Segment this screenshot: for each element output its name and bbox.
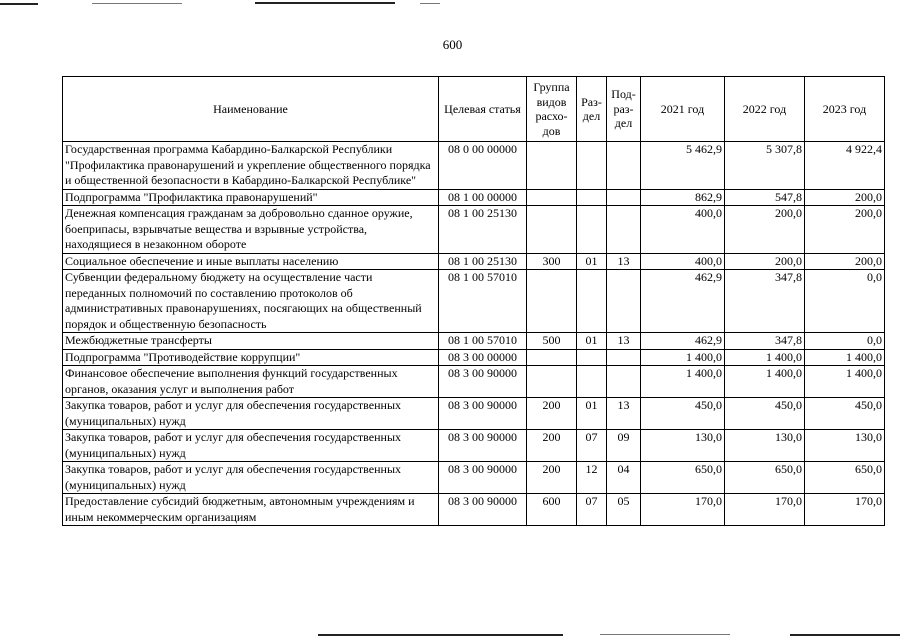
table-row	[63, 333, 885, 350]
table-row	[63, 462, 885, 494]
name-cell: Государственная программа Кабардино-Балкарской Республики "Профилактика правонарушений и укрепление общественного порядка и общественной безопасности в Кабардино-Балкарской Республике"	[63, 142, 439, 190]
amount-2022-cell: 547,8	[725, 189, 805, 206]
subsection-cell	[607, 142, 641, 190]
expense-group-cell: 200	[527, 430, 577, 462]
target-cell: 08 1 00 25130	[439, 253, 527, 270]
amount-2021-cell: 170,0	[641, 494, 725, 526]
amount-2022-cell: 450,0	[725, 398, 805, 430]
table-body	[63, 142, 885, 526]
subsection-cell	[607, 270, 641, 333]
expense-group-cell: 600	[527, 494, 577, 526]
target-cell: 08 1 00 00000	[439, 189, 527, 206]
target-cell: 08 3 00 90000	[439, 430, 527, 462]
amount-2023-cell: 650,0	[805, 462, 885, 494]
section-cell	[577, 366, 607, 398]
amount-2022-cell: 1 400,0	[725, 366, 805, 398]
name-cell: Денежная компенсация гражданам за добровольно сданное оружие, боеприпасы, взрывчатые вещества и взрывные устройства, находящиеся в незаконном обороте	[63, 206, 439, 254]
header-section: Раз-дел	[577, 77, 607, 142]
expense-group-cell	[527, 349, 577, 366]
expense-group-cell: 300	[527, 253, 577, 270]
section-cell	[577, 270, 607, 333]
table-row	[63, 349, 885, 366]
section-cell	[577, 142, 607, 190]
header-2021: 2021 год	[641, 77, 725, 142]
amount-2021-cell: 450,0	[641, 398, 725, 430]
amount-2022-cell: 650,0	[725, 462, 805, 494]
table-row	[63, 270, 885, 333]
target-cell: 08 3 00 90000	[439, 494, 527, 526]
target-cell: 08 3 00 00000	[439, 349, 527, 366]
subsection-cell	[607, 206, 641, 254]
target-cell: 08 3 00 90000	[439, 398, 527, 430]
scan-artifact-line	[92, 3, 182, 4]
subsection-cell	[607, 349, 641, 366]
header-2022: 2022 год	[725, 77, 805, 142]
target-cell: 08 1 00 25130	[439, 206, 527, 254]
section-cell	[577, 349, 607, 366]
amount-2023-cell: 170,0	[805, 494, 885, 526]
page-number: 600	[442, 37, 463, 52]
target-cell: 08 3 00 90000	[439, 366, 527, 398]
amount-2022-cell: 200,0	[725, 206, 805, 254]
table-row	[63, 206, 885, 254]
name-cell: Закупка товаров, работ и услуг для обеспечения государственных (муниципальных) нужд	[63, 462, 439, 494]
name-cell: Предоставление субсидий бюджетным, автономным учреждениям и иным некоммерческим организациям	[63, 494, 439, 526]
expense-group-cell: 200	[527, 398, 577, 430]
subsection-cell: 13	[607, 333, 641, 350]
amount-2021-cell: 650,0	[641, 462, 725, 494]
amount-2021-cell: 462,9	[641, 270, 725, 333]
amount-2023-cell: 200,0	[805, 206, 885, 254]
section-cell: 07	[577, 430, 607, 462]
scan-artifact-line	[0, 3, 38, 5]
name-cell: Межбюджетные трансферты	[63, 333, 439, 350]
expense-group-cell	[527, 206, 577, 254]
section-cell: 01	[577, 333, 607, 350]
section-cell: 12	[577, 462, 607, 494]
amount-2021-cell: 130,0	[641, 430, 725, 462]
header-2023: 2023 год	[805, 77, 885, 142]
header-name: Наименование	[63, 77, 439, 142]
section-cell: 01	[577, 253, 607, 270]
budget-table	[62, 76, 885, 526]
amount-2023-cell: 1 400,0	[805, 366, 885, 398]
subsection-cell: 13	[607, 253, 641, 270]
section-cell: 07	[577, 494, 607, 526]
name-cell: Подпрограмма "Противодействие коррупции"	[63, 349, 439, 366]
amount-2021-cell: 862,9	[641, 189, 725, 206]
amount-2023-cell: 4 922,4	[805, 142, 885, 190]
name-cell: Закупка товаров, работ и услуг для обеспечения государственных (муниципальных) нужд	[63, 398, 439, 430]
name-cell: Субвенции федеральному бюджету на осуществление части переданных полномочий по составлению протоколов об административных правонарушениях, посягающих на общественный порядок и общественную безопасность	[63, 270, 439, 333]
amount-2021-cell: 1 400,0	[641, 366, 725, 398]
header-target: Целевая статья	[439, 77, 527, 142]
amount-2021-cell: 5 462,9	[641, 142, 725, 190]
subsection-cell	[607, 366, 641, 398]
subsection-cell: 04	[607, 462, 641, 494]
expense-group-cell: 500	[527, 333, 577, 350]
scan-artifact-line	[420, 3, 440, 4]
target-cell: 08 3 00 90000	[439, 462, 527, 494]
subsection-cell	[607, 189, 641, 206]
header-subsection: Под-раз-дел	[607, 77, 641, 142]
amount-2023-cell: 450,0	[805, 398, 885, 430]
amount-2022-cell: 130,0	[725, 430, 805, 462]
amount-2021-cell: 400,0	[641, 206, 725, 254]
table-header-row	[63, 77, 885, 142]
amount-2023-cell: 130,0	[805, 430, 885, 462]
table-row	[63, 142, 885, 190]
section-cell	[577, 206, 607, 254]
target-cell: 08 1 00 57010	[439, 333, 527, 350]
scan-artifact-line	[600, 634, 730, 635]
table-row	[63, 398, 885, 430]
subsection-cell: 09	[607, 430, 641, 462]
target-cell: 08 1 00 57010	[439, 270, 527, 333]
expense-group-cell	[527, 366, 577, 398]
amount-2022-cell: 347,8	[725, 270, 805, 333]
scan-artifact-line	[790, 634, 900, 636]
section-cell	[577, 189, 607, 206]
expense-group-cell	[527, 270, 577, 333]
subsection-cell: 13	[607, 398, 641, 430]
expense-group-cell	[527, 142, 577, 190]
name-cell: Финансовое обеспечение выполнения функций государственных органов, оказания услуг и выполнения работ	[63, 366, 439, 398]
amount-2023-cell: 200,0	[805, 189, 885, 206]
amount-2022-cell: 5 307,8	[725, 142, 805, 190]
target-cell: 08 0 00 00000	[439, 142, 527, 190]
amount-2023-cell: 1 400,0	[805, 349, 885, 366]
table-row	[63, 430, 885, 462]
name-cell: Подпрограмма "Профилактика правонарушений"	[63, 189, 439, 206]
amount-2022-cell: 200,0	[725, 253, 805, 270]
amount-2021-cell: 1 400,0	[641, 349, 725, 366]
subsection-cell: 05	[607, 494, 641, 526]
expense-group-cell	[527, 189, 577, 206]
amount-2023-cell: 0,0	[805, 270, 885, 333]
amount-2021-cell: 462,9	[641, 333, 725, 350]
scan-artifact-line	[255, 2, 395, 4]
table-row	[63, 366, 885, 398]
amount-2023-cell: 0,0	[805, 333, 885, 350]
amount-2021-cell: 400,0	[641, 253, 725, 270]
amount-2022-cell: 1 400,0	[725, 349, 805, 366]
scan-artifact-line	[318, 634, 563, 636]
header-expense-group: Группа видов расхо-дов	[527, 77, 577, 142]
table-row	[63, 494, 885, 526]
table-row	[63, 253, 885, 270]
section-cell: 01	[577, 398, 607, 430]
expense-group-cell: 200	[527, 462, 577, 494]
amount-2022-cell: 170,0	[725, 494, 805, 526]
name-cell: Закупка товаров, работ и услуг для обеспечения государственных (муниципальных) нужд	[63, 430, 439, 462]
name-cell: Социальное обеспечение и иные выплаты населению	[63, 253, 439, 270]
table-row	[63, 189, 885, 206]
amount-2023-cell: 200,0	[805, 253, 885, 270]
amount-2022-cell: 347,8	[725, 333, 805, 350]
